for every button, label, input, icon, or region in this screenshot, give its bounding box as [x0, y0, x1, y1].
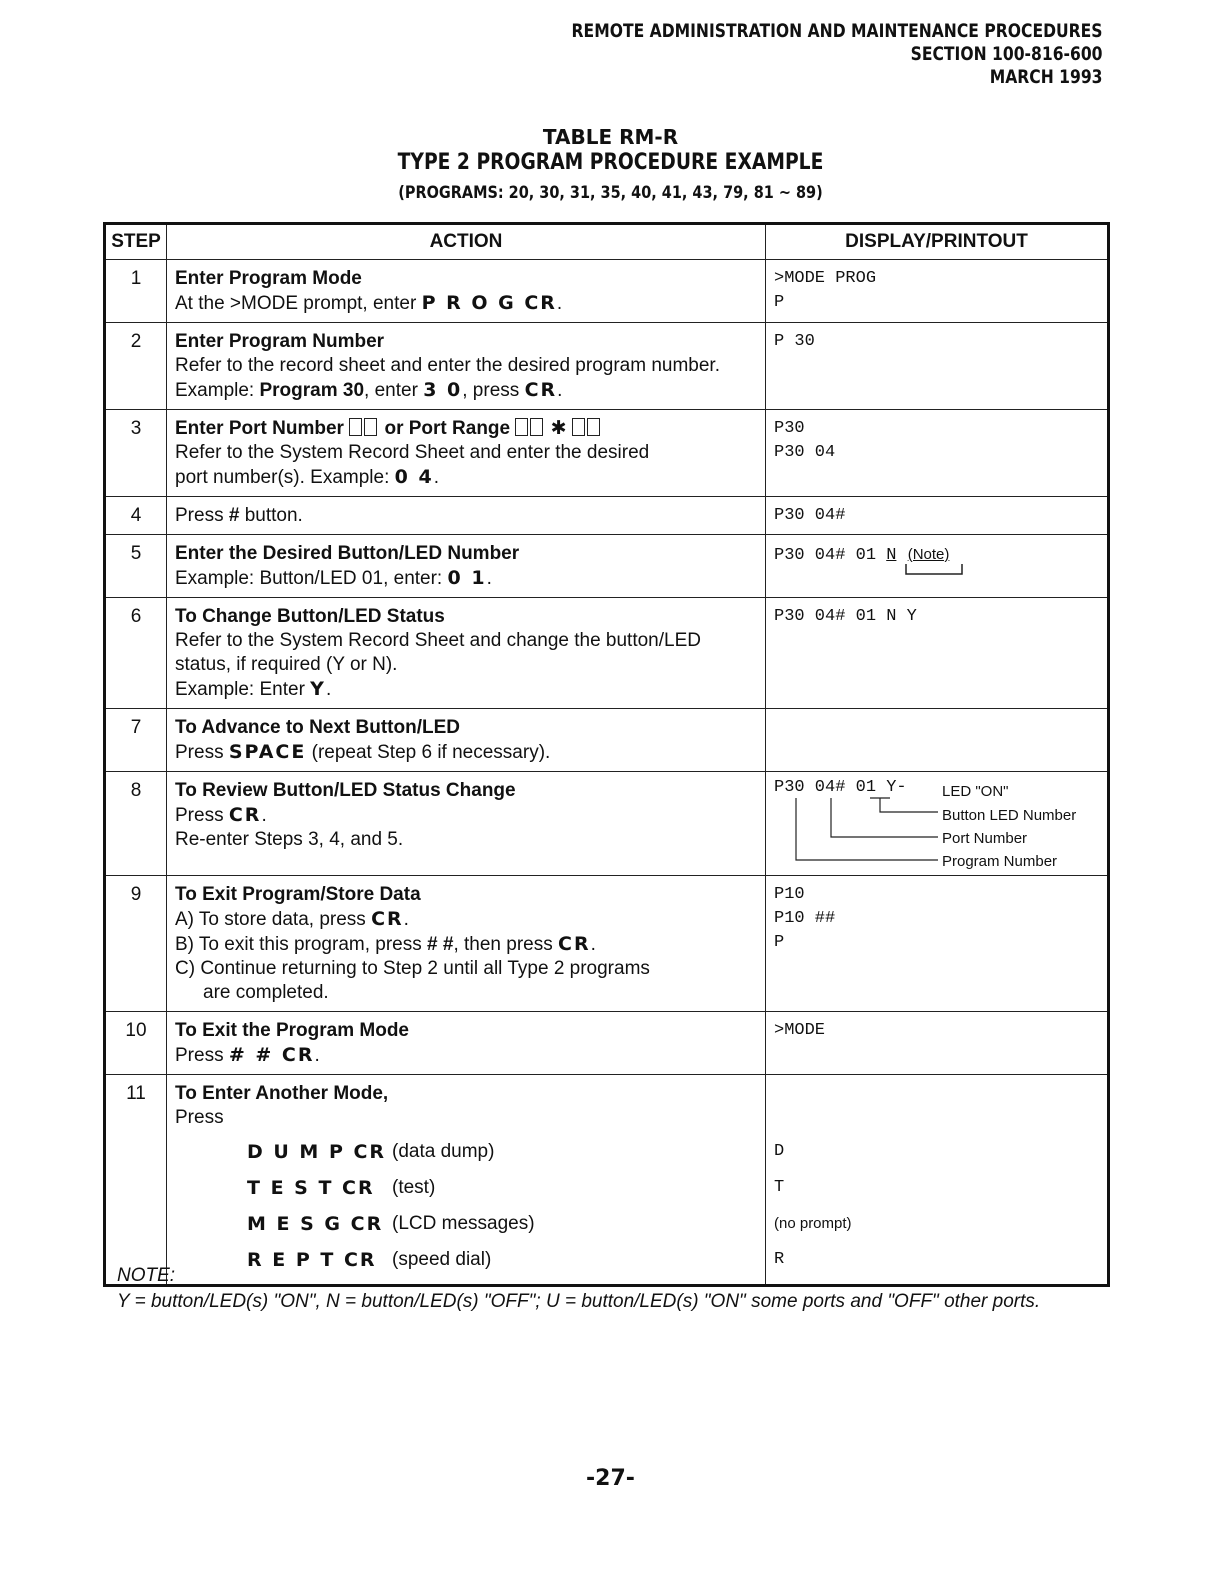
table-row [105, 535, 1109, 598]
text: . [325, 679, 332, 700]
table-row [105, 1012, 1109, 1075]
port-number-label: Port Number [942, 830, 1028, 847]
step-number: 6 [105, 598, 167, 709]
display-output: P30 04# [766, 497, 1109, 535]
step-number: 9 [105, 876, 167, 1012]
key-sequence: CR [228, 804, 262, 826]
action-text [175, 291, 757, 316]
action-cell [167, 535, 766, 598]
display-annotation [766, 772, 1107, 868]
action-cell [167, 260, 766, 323]
action-heading: Enter Program Number [175, 331, 385, 352]
header-date: MARCH 1993 [990, 66, 1103, 88]
key-sequence: # [228, 505, 240, 526]
table-title: TYPE 2 PROGRAM PROCEDURE EXAMPLE [397, 150, 824, 175]
table-row [105, 410, 1109, 497]
action-text: Refer to the System Record Sheet and enter the desired [175, 442, 650, 463]
display-output: D [774, 1142, 785, 1161]
display-output: P10 P10 ## P [766, 876, 1109, 1012]
text: Example: [175, 380, 260, 401]
key-sequence: Y [310, 678, 326, 700]
action-text [175, 465, 757, 490]
action-heading: To Exit Program/Store Data [175, 884, 421, 905]
text: , enter [364, 380, 424, 401]
action-cell [167, 410, 766, 497]
key-sequence: 3 0 [423, 379, 463, 401]
display-output: >MODE PROG P [766, 260, 1109, 323]
action-example [175, 378, 757, 403]
text: . [261, 805, 267, 826]
action-text [175, 1043, 757, 1068]
table-row [105, 497, 1109, 535]
action-text: status, if required (Y or N). [175, 654, 398, 675]
text: Press [175, 505, 229, 526]
key-sequence: SPACE [228, 741, 307, 763]
text: Program 30 [259, 380, 365, 401]
text: . [486, 568, 492, 589]
footnote [117, 1263, 1040, 1315]
display-cell [766, 772, 1109, 876]
action-cell [167, 598, 766, 709]
digit-box [364, 418, 377, 436]
led-on-label: LED "ON" [942, 783, 1009, 800]
col-step-header: STEP [105, 224, 167, 260]
key-sequence: # # CR [228, 1044, 315, 1066]
display-output: (no prompt) [774, 1215, 852, 1232]
key-sequence: P R O G CR [421, 292, 557, 314]
action-cell [167, 497, 766, 535]
table-subtitle: (PROGRAMS: 20, 30, 31, 35, 40, 41, 43, 79, 81 ~ 89) [398, 183, 823, 203]
action-heading [175, 417, 757, 441]
digit-box [349, 418, 362, 436]
text: or Port Range [384, 418, 511, 439]
key-sequence: CR [558, 933, 591, 955]
step-number: 11 [105, 1075, 167, 1286]
text: At the >MODE prompt, enter [175, 293, 422, 314]
display-output [766, 709, 1109, 772]
mode-description: (speed dial) [392, 1249, 492, 1270]
step-number: 8 [105, 772, 167, 876]
step-number: 3 [105, 410, 167, 497]
digit-box [572, 418, 585, 436]
key-sequence: M E S G CR [247, 1213, 384, 1235]
table-row [105, 260, 1109, 323]
display-output: P30 04# 01 [774, 546, 887, 565]
table-row [105, 709, 1109, 772]
key-sequence: T E S T CR [247, 1177, 375, 1199]
step-number: 1 [105, 260, 167, 323]
action-heading: Enter the Desired Button/LED Number [175, 543, 520, 564]
table-row [105, 598, 1109, 709]
step-number: 10 [105, 1012, 167, 1075]
action-heading: To Change Button/LED Status [175, 606, 445, 627]
digit-box [587, 418, 600, 436]
mode-description: (test) [392, 1177, 436, 1198]
note-reference: (Note) [907, 546, 950, 563]
mode-description: (data dump) [392, 1141, 495, 1162]
action-cell [167, 1012, 766, 1075]
text: , press [462, 380, 525, 401]
text: Example: Enter [175, 679, 311, 700]
action-heading: To Advance to Next Button/LED [175, 717, 460, 738]
display-cell [766, 535, 1109, 598]
digit-box [530, 418, 543, 436]
text: Example: Button/LED 01, enter: [175, 568, 448, 589]
note-text: Y = button/LED(s) "ON", N = button/LED(s) "OFF"; U = button/LED(s) "ON" some ports and "OFF" other ports. [117, 1291, 1041, 1312]
text: A) To store data, press [175, 909, 372, 930]
note-bracket [902, 564, 972, 580]
table-header-row [105, 224, 1109, 260]
action-cell [167, 709, 766, 772]
procedure-table [103, 222, 1110, 1287]
key-sequence: R E P T CR [247, 1249, 377, 1271]
col-display-header: DISPLAY/PRINTOUT [766, 224, 1109, 260]
action-cell [167, 772, 766, 876]
step-number: 2 [105, 323, 167, 410]
display-cell [766, 1075, 1109, 1286]
text: button. [239, 505, 303, 526]
table-row [105, 876, 1109, 1012]
action-text: Refer to the System Record Sheet and change the button/LED [175, 630, 701, 651]
action-heading: To Review Button/LED Status Change [175, 780, 516, 801]
action-text: Refer to the record sheet and enter the desired program number. [175, 355, 720, 376]
text: . [557, 380, 563, 401]
mode-description: (LCD messages) [392, 1213, 535, 1234]
text: Press [175, 805, 229, 826]
action-cell [167, 876, 766, 1012]
action-text: Re-enter Steps 3, 4, and 5. [175, 829, 404, 850]
display-output: >MODE [766, 1012, 1109, 1075]
step-number: 5 [105, 535, 167, 598]
display-output: P30 P30 04 [766, 410, 1109, 497]
action-text [175, 566, 757, 591]
text: . [556, 293, 563, 314]
display-status-flag: N [886, 546, 897, 565]
action-cell [167, 1075, 766, 1286]
display-output: R [774, 1250, 785, 1269]
header-section: SECTION 100-816-600 [911, 43, 1103, 65]
text: (repeat Step 6 if necessary). [306, 742, 551, 763]
action-cell [167, 323, 766, 410]
display-output: T [774, 1178, 785, 1197]
table-row [105, 1075, 1109, 1286]
key-sequence: 0 1 [447, 567, 487, 589]
text: Press [175, 1045, 229, 1066]
mode-option [175, 1170, 757, 1206]
action-heading: Enter Program Mode [175, 268, 362, 289]
text: B) To exit this program, press [175, 934, 428, 955]
key-sequence: D U M P CR [247, 1141, 387, 1163]
program-number-label: Program Number [942, 853, 1058, 870]
text: Press [175, 742, 229, 763]
table-row [105, 772, 1109, 876]
action-text [175, 740, 757, 765]
text: . [590, 934, 596, 955]
header-title: REMOTE ADMINISTRATION AND MAINTENANCE PROCEDURES [572, 20, 1103, 42]
key-sequence: 0 4 [394, 466, 434, 488]
mode-option [175, 1134, 757, 1170]
action-text [175, 907, 757, 932]
text: . [433, 467, 439, 488]
text: . [403, 909, 409, 930]
text: port number(s). Example: [175, 467, 395, 488]
page-number: -27- [586, 1466, 635, 1491]
key-sequence: CR [524, 379, 558, 401]
display-output: P30 04# 01 N Y [766, 598, 1109, 709]
page-header [572, 20, 1103, 89]
action-example [175, 677, 757, 702]
button-led-number-label: Button LED Number [942, 807, 1077, 824]
display-output: P 30 [766, 323, 1109, 410]
digit-box [515, 418, 528, 436]
action-heading: To Exit the Program Mode [175, 1020, 410, 1041]
action-heading: To Enter Another Mode, [175, 1083, 389, 1104]
display-output: P30 04# 01 Y- [774, 778, 907, 797]
action-text: C) Continue returning to Step 2 until all Type 2 programs [175, 958, 650, 979]
table-id: TABLE RM-R [542, 125, 679, 149]
step-number: 7 [105, 709, 167, 772]
key-sequence: # # [427, 934, 454, 955]
star-symbol: ✱ [550, 418, 567, 439]
step-number: 4 [105, 497, 167, 535]
text: . [314, 1045, 320, 1066]
action-text [175, 803, 757, 828]
mode-option [175, 1206, 757, 1242]
text: Enter Port Number [175, 418, 344, 439]
note-label: NOTE: [117, 1265, 176, 1286]
action-text: are completed. [203, 982, 329, 1003]
text: , then press [453, 934, 559, 955]
key-sequence: CR [371, 908, 404, 930]
col-action-header: ACTION [167, 224, 766, 260]
action-text: Press [175, 1107, 224, 1128]
table-row [105, 323, 1109, 410]
action-text [175, 932, 757, 957]
